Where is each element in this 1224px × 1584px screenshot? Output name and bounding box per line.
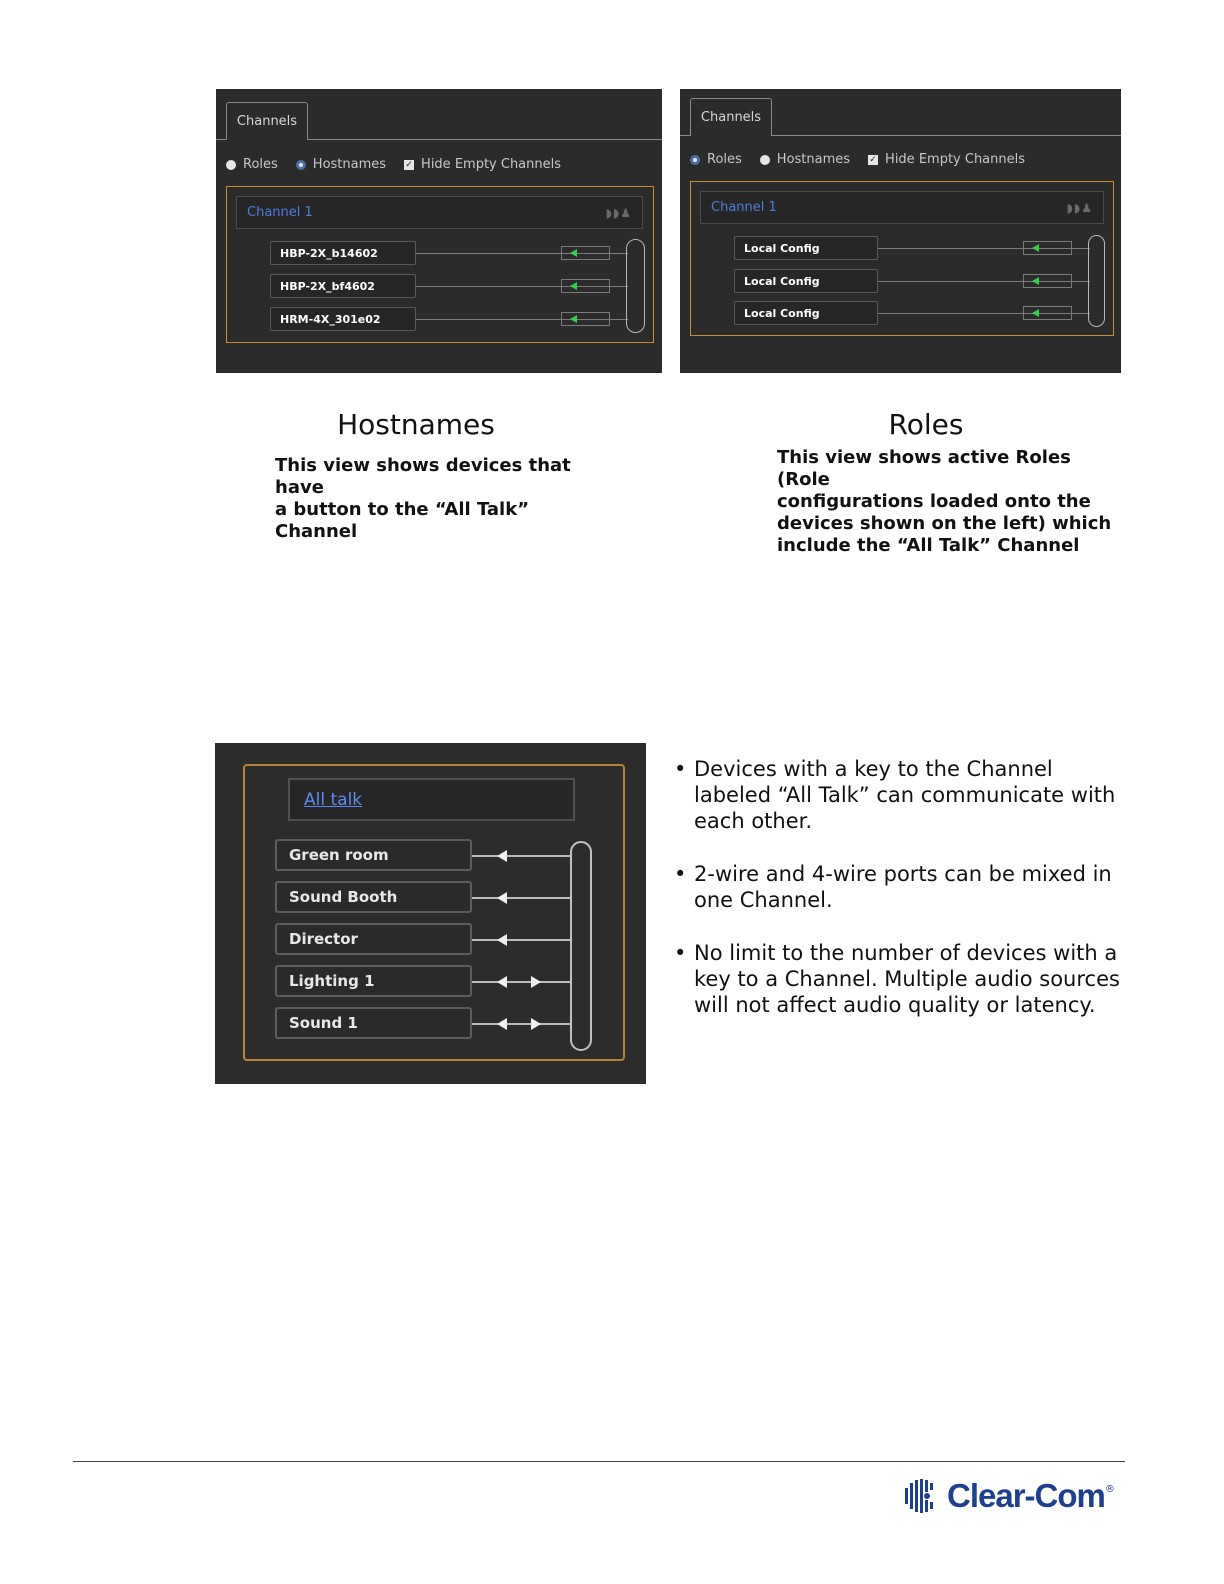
hostnames-radio[interactable] <box>760 152 850 167</box>
tab-channels[interactable]: Channels <box>226 102 308 140</box>
role-row[interactable]: Local Config <box>734 301 878 325</box>
channel-label: Channel 1 <box>711 200 777 215</box>
listen-arrow-icon <box>497 892 507 904</box>
view-options <box>226 157 579 172</box>
registered-mark: ® <box>1104 1484 1115 1495</box>
channel-header[interactable] <box>236 196 643 229</box>
channel-label: Channel 1 <box>247 205 313 220</box>
device-row[interactable]: Green room <box>275 839 472 871</box>
talk-arrow-box[interactable] <box>1023 274 1072 288</box>
roles-label: Roles <box>243 157 278 172</box>
talk-arrow-box[interactable] <box>1023 306 1072 320</box>
listen-arrow-icon <box>1032 309 1039 317</box>
view-options <box>690 152 1043 167</box>
hide-empty-checkbox[interactable] <box>404 157 561 172</box>
talk-arrow-box[interactable] <box>561 279 610 293</box>
bullet-item <box>672 861 1122 913</box>
connector-line <box>472 897 571 899</box>
caption-line: This view shows devices that have <box>275 455 571 498</box>
clear-com-logo <box>903 1474 1115 1518</box>
radio-selected-icon <box>296 160 306 170</box>
radio-icon <box>760 155 770 165</box>
listen-arrow-icon <box>497 976 507 988</box>
channel-header[interactable] <box>288 778 575 821</box>
listen-arrow-icon <box>497 934 507 946</box>
roles-caption-title: Roles <box>888 408 964 441</box>
listen-arrow-icon <box>497 1018 507 1030</box>
device-row[interactable]: Director <box>275 923 472 955</box>
all-talk-screenshot <box>215 743 646 1084</box>
roles-radio[interactable] <box>226 157 278 172</box>
device-row[interactable]: Sound 1 <box>275 1007 472 1039</box>
roles-label: Roles <box>707 152 742 167</box>
listen-arrow-icon <box>570 282 577 290</box>
roles-radio[interactable] <box>690 152 742 167</box>
hostnames-screenshot <box>216 89 662 373</box>
hide-empty-label: Hide Empty Channels <box>885 152 1026 167</box>
roles-caption-text <box>777 447 1117 557</box>
talk-arrow-box[interactable] <box>561 312 610 326</box>
bullet-text: Devices with a key to the Channel labeled “All Talk” can communicate with each other. <box>694 757 1116 833</box>
checkmark-icon: ✓ <box>869 154 877 165</box>
connector-line <box>472 981 571 983</box>
hostnames-label: Hostnames <box>776 152 851 167</box>
connector-line <box>472 855 571 857</box>
bullet-item <box>672 940 1122 1018</box>
hide-empty-label: Hide Empty Channels <box>421 157 562 172</box>
connector-line <box>472 1023 571 1025</box>
channel-label: All talk <box>304 789 363 810</box>
radio-selected-icon <box>690 155 700 165</box>
hostnames-caption-title: Hostnames <box>337 408 495 441</box>
connector-line <box>472 939 571 941</box>
talk-arrow-icon <box>531 1018 541 1030</box>
clear-com-mark-icon <box>903 1476 943 1516</box>
listen-arrow-icon <box>1032 277 1039 285</box>
channel-bus <box>1088 235 1105 327</box>
hostnames-caption-text <box>275 455 615 543</box>
hostnames-radio[interactable] <box>296 157 386 172</box>
tab-channels[interactable]: Channels <box>690 98 772 136</box>
listen-arrow-icon <box>497 850 507 862</box>
device-row[interactable]: HRM-4X_301e02 <box>270 307 416 331</box>
talk-arrow-box[interactable] <box>1023 241 1072 255</box>
bullet-dot-icon: • <box>674 862 687 886</box>
device-row[interactable]: Lighting 1 <box>275 965 472 997</box>
radio-icon <box>226 160 236 170</box>
talk-arrow-box[interactable] <box>561 246 610 260</box>
channel-bus <box>570 841 592 1051</box>
hide-empty-checkbox[interactable] <box>868 152 1025 167</box>
roles-screenshot <box>680 89 1121 373</box>
talk-arrow-icon <box>531 976 541 988</box>
listen-arrow-icon <box>570 315 577 323</box>
device-row[interactable]: HBP-2X_bf4602 <box>270 274 416 298</box>
role-row[interactable]: Local Config <box>734 236 878 260</box>
bullet-dot-icon: • <box>674 941 687 965</box>
bullet-text: 2-wire and 4-wire ports can be mixed in one Channel. <box>694 862 1112 912</box>
logo-text: Clear-Com <box>947 1477 1105 1514</box>
bullet-text: No limit to the number of devices with a key to a Channel. Multiple audio sources will not affect audio quality or latency. <box>694 941 1120 1017</box>
caption-line: configurations loaded onto the <box>777 491 1091 512</box>
checkmark-icon: ✓ <box>405 159 413 170</box>
role-row[interactable]: Local Config <box>734 269 878 293</box>
channel-action-icons[interactable]: ◗◗♟ <box>605 205 632 220</box>
channel-header[interactable] <box>700 191 1104 224</box>
caption-line: devices shown on the left) which <box>777 513 1112 534</box>
footer-divider <box>73 1461 1125 1462</box>
bullet-dot-icon: • <box>674 757 687 781</box>
device-row[interactable]: HBP-2X_b14602 <box>270 241 416 265</box>
device-row[interactable]: Sound Booth <box>275 881 472 913</box>
hostnames-label: Hostnames <box>312 157 387 172</box>
channel-bus <box>626 239 645 333</box>
listen-arrow-icon <box>570 249 577 257</box>
feature-bullets <box>672 756 1122 1045</box>
caption-line: This view shows active Roles (Role <box>777 447 1071 490</box>
listen-arrow-icon <box>1032 244 1039 252</box>
channel-action-icons[interactable]: ◗◗♟ <box>1066 200 1093 215</box>
caption-line: a button to the “All Talk” Channel <box>275 499 530 542</box>
bullet-item <box>672 756 1122 834</box>
caption-line: include the “All Talk” Channel <box>777 535 1080 556</box>
